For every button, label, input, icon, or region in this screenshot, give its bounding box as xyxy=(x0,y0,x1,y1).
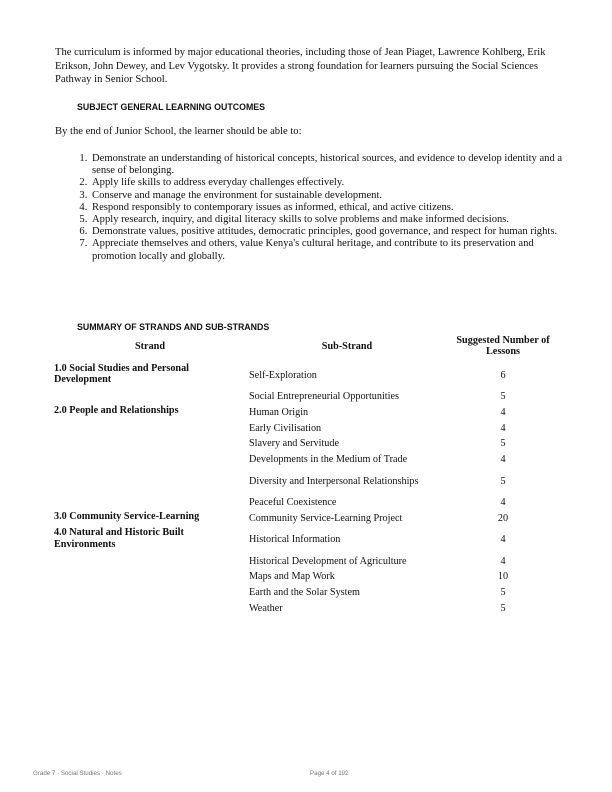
sub-strand-cell: Maps and Map Work xyxy=(249,571,335,583)
strand-cell xyxy=(51,553,249,569)
strand-cell xyxy=(51,436,249,452)
header-sub-strand: Sub-Strand xyxy=(321,340,373,352)
lessons-cell: 4 xyxy=(500,555,506,567)
lessons-cell: 6 xyxy=(500,369,506,381)
lessons-cell: 5 xyxy=(500,475,506,487)
outcome-item: 3. Conserve and manage the environment for sustainable development. xyxy=(90,190,580,202)
outcomes-heading: SUBJECT GENERAL LEARNING OUTCOMES xyxy=(77,102,266,112)
outcomes-list xyxy=(70,153,580,263)
summary-heading: SUMMARY OF STRANDS AND SUB-STRANDS xyxy=(77,322,270,332)
strand-cell xyxy=(51,601,249,617)
outcome-item: 2. Apply life skills to address everyday challenges effectively. xyxy=(90,177,580,189)
intro-paragraph: The curriculum is informed by major educational theories, including those of Jean Piaget, Lawrence Kohlberg, Erik Erikson, John Dewey, and Lev Vygotsky. It provides a strong foundation for learners pursuing the Social Sciences Pathway in Senior School. xyxy=(55,47,546,85)
table-row xyxy=(51,452,561,468)
lessons-cell: 4 xyxy=(500,496,506,508)
sub-strand-cell: Human Origin xyxy=(249,406,309,418)
lessons-cell: 20 xyxy=(497,512,509,524)
strand-cell xyxy=(51,452,249,468)
lessons-cell: 10 xyxy=(497,571,509,583)
sub-strand-cell: Weather xyxy=(249,602,283,614)
table-row xyxy=(51,585,561,601)
strand-cell: 2.0 People and Relationships xyxy=(54,404,179,416)
strand-cell xyxy=(51,468,249,495)
sub-strand-cell: Self-Exploration xyxy=(249,369,317,381)
header-lessons: Suggested Number of Lessons xyxy=(456,335,550,358)
strand-cell xyxy=(51,495,249,511)
table-row xyxy=(51,495,561,511)
table-row xyxy=(51,389,561,405)
table-row xyxy=(51,601,561,617)
table-header-row xyxy=(51,335,561,362)
lessons-cell: 5 xyxy=(500,602,506,614)
sub-strand-cell: Diversity and Interpersonal Relationships xyxy=(249,475,419,487)
footer-page-number: Page 4 of 192 xyxy=(310,770,349,777)
sub-strand-cell: Social Entrepreneurial Opportunities xyxy=(249,391,399,402)
sub-strand-cell: Historical Information xyxy=(249,534,341,546)
strand-cell xyxy=(51,585,249,601)
strand-cell: 1.0 Social Studies and Personal Development xyxy=(54,362,190,386)
table-row xyxy=(51,511,561,527)
table-row xyxy=(51,526,561,553)
lessons-cell: 4 xyxy=(500,422,506,434)
lessons-cell: 5 xyxy=(500,587,506,599)
table-row xyxy=(51,420,561,436)
footer-document-title: Grade 7 · Social Studies · Notes xyxy=(33,770,122,777)
outcome-item: 6. Demonstrate values, positive attitudes, democratic principles, good governance, and respect for human rights. xyxy=(90,226,580,238)
sub-strand-cell: Slavery and Servitude xyxy=(249,438,339,450)
lessons-cell: 4 xyxy=(500,454,506,466)
sub-strand-cell: Early Civilisation xyxy=(249,422,322,434)
table-row xyxy=(51,569,561,585)
lessons-cell: 4 xyxy=(500,534,506,546)
strand-cell xyxy=(51,569,249,585)
outcome-item: 7. Appreciate themselves and others, value Kenya's cultural heritage, and contribute to its preservation and promotion locally and globally. xyxy=(90,238,580,262)
lessons-cell: 5 xyxy=(500,438,506,450)
strand-cell: 4.0 Natural and Historic Built Environments xyxy=(54,527,184,550)
lessons-cell: 4 xyxy=(500,406,506,418)
table-row xyxy=(51,553,561,569)
table-row xyxy=(51,362,561,389)
outcome-item: 4. Respond responsibly to contemporary issues as informed, ethical, and active citizens. xyxy=(90,202,580,214)
table-row xyxy=(51,468,561,495)
sub-strand-cell: Community Service-Learning Project xyxy=(249,512,403,524)
sub-strand-cell: Historical Development of Agriculture xyxy=(249,555,407,567)
strand-cell: 3.0 Community Service-Learning xyxy=(54,510,200,522)
lessons-cell: 5 xyxy=(500,391,506,402)
table-row xyxy=(51,436,561,452)
sub-strand-cell: Peaceful Coexistence xyxy=(249,496,337,508)
strand-cell xyxy=(51,420,249,436)
strand-cell xyxy=(51,389,249,405)
outcomes-lead: By the end of Junior School, the learner should be able to: xyxy=(55,126,302,137)
outcome-item: 5. Apply research, inquiry, and digital literacy skills to solve problems and make informed decisions. xyxy=(90,214,580,226)
sub-strand-cell: Earth and the Solar System xyxy=(249,587,360,599)
outcome-item: 1. Demonstrate an understanding of historical concepts, historical sources, and evidence to develop identity and a sense of belonging. xyxy=(90,153,580,177)
sub-strand-cell: Developments in the Medium of Trade xyxy=(249,454,408,466)
table-row xyxy=(51,405,561,421)
header-strand: Strand xyxy=(134,340,165,352)
strands-table xyxy=(51,335,561,617)
